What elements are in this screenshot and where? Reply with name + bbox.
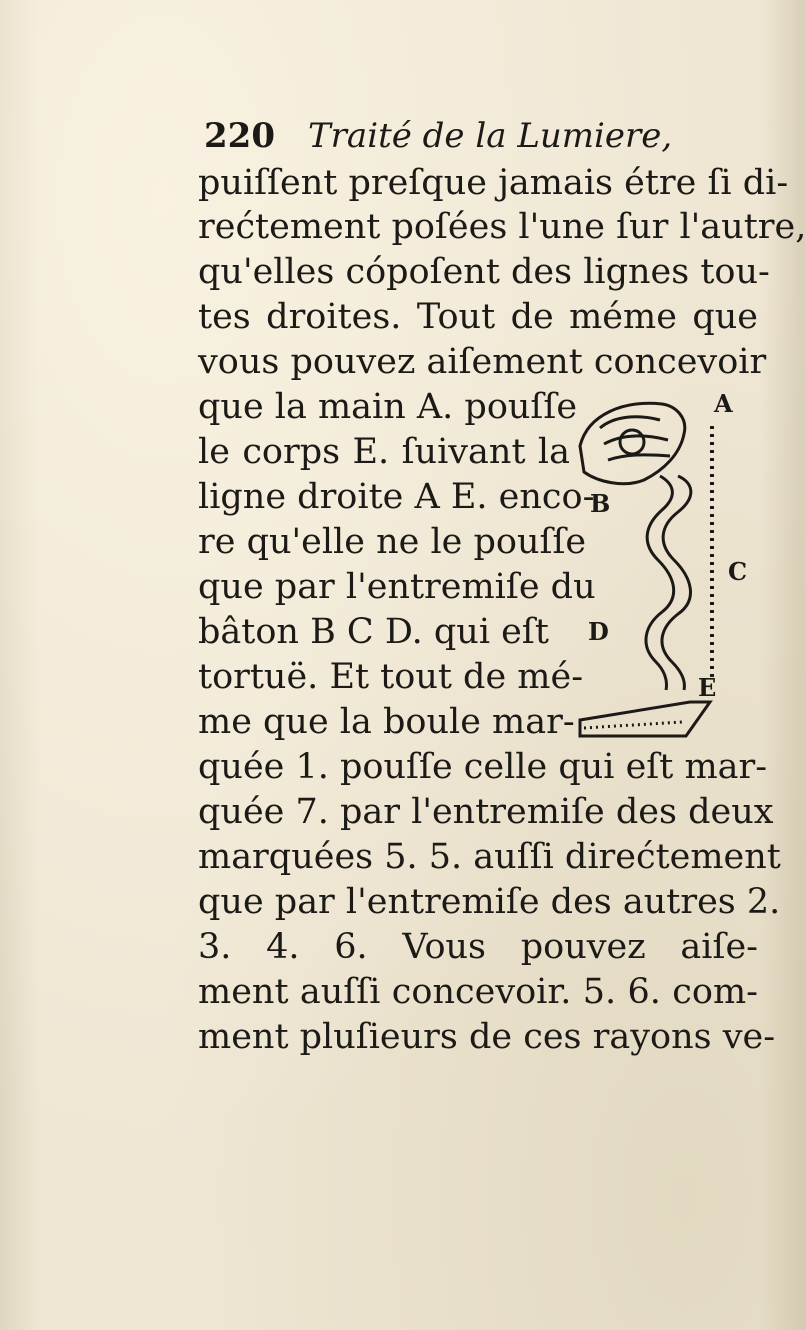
text-line: rećtement poſées l'une ſur l'autre, (198, 207, 806, 247)
page-number: 220 (204, 116, 275, 156)
text-line: ment pluſieurs de ces rayons ve- (198, 1017, 776, 1057)
hand-icon (580, 403, 685, 483)
text-line: tes droites. Tout de méme que (198, 297, 758, 337)
text-line: ligne droite A E. enco- (198, 477, 595, 517)
label-d: D (588, 617, 609, 646)
page-header (204, 112, 673, 160)
text-line: que par l'entremiſe des autres 2. (198, 882, 781, 922)
label-a: A (714, 389, 733, 418)
text-line: me que la boule mar- (198, 702, 575, 742)
text-line: ment auſſi concevoir. 5. 6. com- (198, 972, 758, 1012)
text-line: tortuë. Et tout de mé- (198, 657, 584, 697)
running-title: Traité de la Lumiere, (308, 116, 673, 156)
label-b: B (590, 489, 611, 518)
text-line: bâton B C D. qui eſt (198, 612, 549, 652)
text-line: 3. 4. 6. Vous pouvez aiſe- (198, 927, 758, 967)
text-line: marquées 5. 5. auſſi direćtement (198, 837, 781, 877)
text-line: vous pouvez aiſement concevoir (198, 342, 767, 382)
label-e: E (698, 673, 717, 702)
text-line: que la main A. pouſſe (198, 387, 578, 427)
label-c: C (728, 557, 748, 586)
text-line: re qu'elle ne le pouſſe (198, 522, 587, 562)
bent-stick (646, 476, 691, 690)
text-line: que par l'entremiſe du (198, 567, 596, 607)
text-line: quée 7. par l'entremiſe des deux (198, 792, 774, 832)
text-line: puiſſent preſque jamais étre ſi di- (198, 163, 789, 203)
text-line: le corps E. ſuivant la (198, 432, 570, 472)
text-line: qu'elles cópoſent des lignes tou- (198, 252, 770, 292)
text-line: quée 1. pouſſe celle qui eſt mar- (198, 747, 768, 787)
hand-stick-figure (574, 384, 750, 754)
ball-object (580, 702, 710, 736)
